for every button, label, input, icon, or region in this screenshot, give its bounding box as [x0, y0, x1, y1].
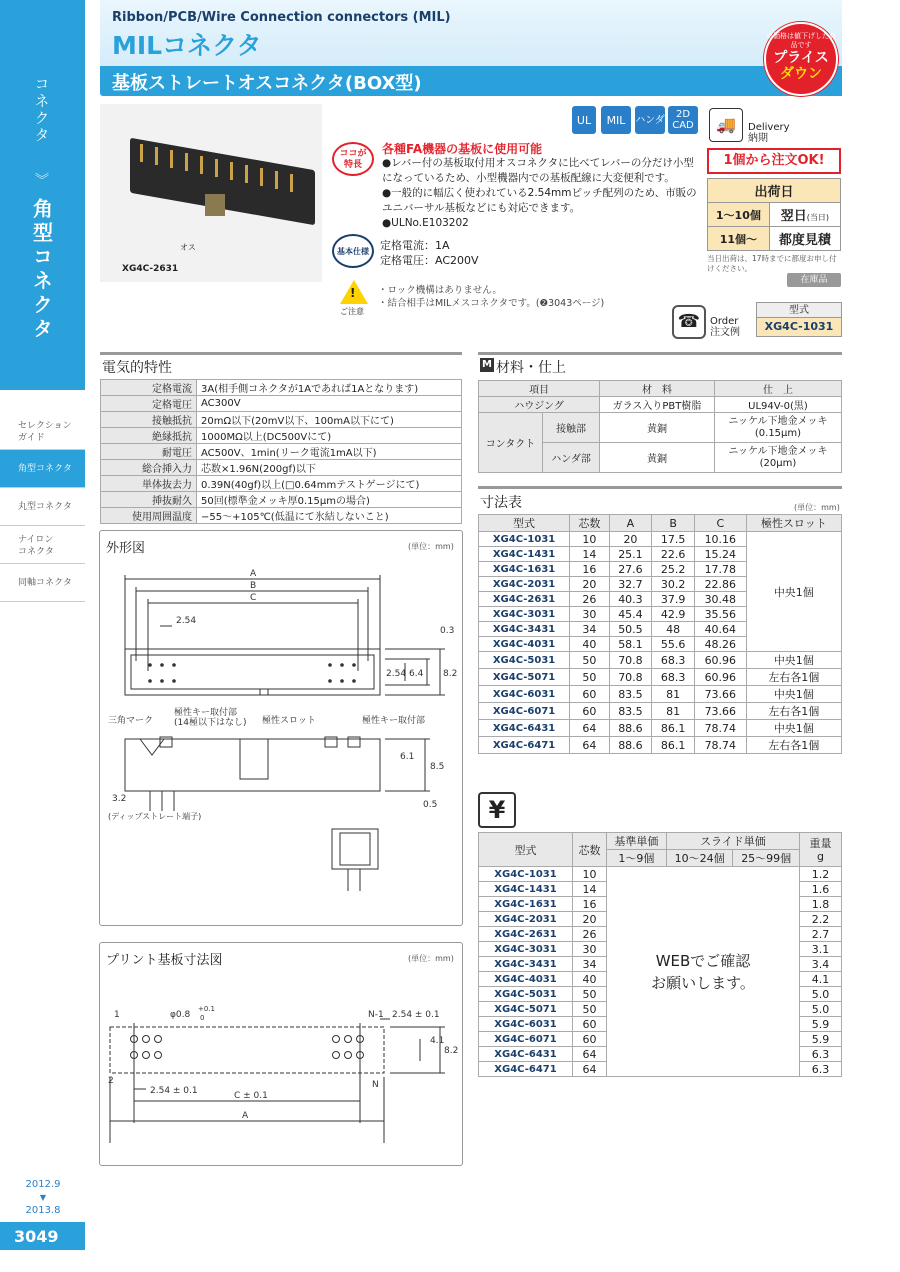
slot-label: 極性スロット — [262, 716, 316, 726]
pcb-drawing — [99, 942, 463, 1166]
dim-cell: 86.1 — [652, 737, 695, 754]
mat-finish: ニッケル下地金メッキ (20μm) — [714, 443, 841, 473]
dim-cell: 64 — [570, 737, 610, 754]
dim-cell: 14 — [570, 547, 610, 562]
sidebar-section: 角型コネクタ — [29, 198, 54, 342]
spec-tag: 基本仕様 — [332, 234, 374, 268]
price-cores: 64 — [573, 1047, 607, 1062]
page-number: 3049 — [0, 1222, 85, 1250]
page-title: MILコネクタ — [112, 31, 262, 60]
triangle-mark-label: 三角マーク — [108, 716, 154, 726]
dim-cell: 32.7 — [609, 577, 652, 592]
dim-cell: 17.5 — [652, 532, 695, 547]
price-down-badge — [764, 22, 838, 96]
dim-cell: 70.8 — [609, 652, 652, 669]
mat-finish: UL94V-0(黒) — [714, 397, 841, 413]
price-model: XG4C-3431 — [479, 957, 573, 972]
dim-cell: 58.1 — [609, 637, 652, 652]
caution-item: ・結合相手はMILメスコネクタです。(❷3043ページ) — [378, 298, 605, 309]
dim-cell: 50 — [570, 652, 610, 669]
order-example-box — [756, 302, 842, 337]
mat-material: 黄銅 — [600, 413, 715, 443]
elec-key: 定格電流 — [101, 380, 197, 396]
price-header: 10〜24個 — [666, 850, 733, 867]
dim-c-label: C — [250, 593, 257, 603]
sidebar-item-selection-guide[interactable]: セレクション ガイド — [0, 412, 85, 450]
elec-value: −55〜+105℃(低温にて氷結しないこと) — [197, 508, 462, 524]
sidebar-item-coaxial[interactable]: 同軸コネクタ — [0, 564, 85, 602]
dim-cell: 42.9 — [652, 607, 695, 622]
sidebar-category: コネクタ — [32, 76, 51, 144]
dim-model: XG4C-6031 — [479, 686, 570, 703]
price-cores: 10 — [573, 867, 607, 882]
dim-cell: 88.6 — [609, 720, 652, 737]
yen-icon: ¥ — [478, 792, 516, 828]
elec-value: AC500V、1min(リーク電流1mA以下) — [197, 444, 462, 460]
dim-cell: 48.26 — [695, 637, 747, 652]
price-model: XG4C-2031 — [479, 912, 573, 927]
elec-row — [101, 444, 462, 460]
dim-cell: 17.78 — [695, 562, 747, 577]
dim-cell: 27.6 — [609, 562, 652, 577]
dim-row — [479, 669, 842, 686]
dim-03-label: 0.3 — [440, 626, 455, 636]
ul-badge: UL — [572, 106, 596, 134]
hole-tol-plus: +0.1 — [198, 1005, 215, 1013]
dim-slot: 中央1個 — [746, 652, 841, 669]
feature-tag: ココが 特長 — [332, 142, 374, 176]
header-subtitle: Ribbon/PCB/Wire Connection connectors (MIL) — [112, 10, 451, 25]
sidebar-item-square[interactable]: 角型コネクタ — [0, 450, 85, 488]
dim-cell: 20 — [609, 532, 652, 547]
dim-82-label: 8.2 — [444, 1046, 459, 1056]
price-cores: 20 — [573, 912, 607, 927]
order-ok-banner: 1個から注文OK! — [707, 148, 841, 174]
outline-unit: (単位：mm) — [408, 542, 454, 551]
connector-pins — [100, 104, 322, 282]
dim-row — [479, 532, 842, 547]
dim-model: XG4C-2031 — [479, 577, 570, 592]
feature-item: ●レバー付の基板取付用オスコネクタに比べてレバーの分だけ小型になっているため、小型機器内での基板配線に大変便利です。 — [382, 157, 694, 184]
keymount2-label: 極性キー取付部 — [362, 716, 426, 726]
price-cores: 64 — [573, 1062, 607, 1077]
cad-badge: 2D CAD — [668, 106, 698, 134]
dim-header: 芯数 — [570, 515, 610, 532]
hole-tol-zero: 0 — [200, 1014, 205, 1022]
price-model: XG4C-1031 — [479, 867, 573, 882]
ship-qty: 11個〜 — [708, 227, 770, 251]
price-cores: 14 — [573, 882, 607, 897]
elec-row — [101, 428, 462, 444]
phone-icon: ☎ — [672, 305, 706, 339]
dim-cell: 88.6 — [609, 737, 652, 754]
keymount-note: (14極以下はなし) — [174, 718, 247, 728]
price-model: XG4C-5031 — [479, 987, 573, 1002]
dim-cell: 40.3 — [609, 592, 652, 607]
elec-value: 1000MΩ以上(DC500Vにて) — [197, 428, 462, 444]
sidebar-nav — [0, 412, 85, 602]
warning-exclamation: ! — [350, 286, 356, 300]
price-weight: 5.9 — [800, 1017, 842, 1032]
dim-row — [479, 737, 842, 754]
dim-slot: 左右各1個 — [746, 703, 841, 720]
hole-label: φ0.8 — [170, 1010, 191, 1020]
mat-header: 材 料 — [600, 381, 715, 397]
dim-header: 極性スロット — [746, 515, 841, 532]
price-weight: 5.0 — [800, 1002, 842, 1017]
dim-cell: 81 — [652, 703, 695, 720]
dim-cell: 81 — [652, 686, 695, 703]
dim-82-label: 8.2 — [443, 669, 458, 679]
dim-cell: 30.2 — [652, 577, 695, 592]
dim-cell: 78.74 — [695, 737, 747, 754]
ship-note: 当日出荷は、17時までに都度お申し付けください。 — [707, 254, 837, 273]
material-icon: M — [480, 358, 494, 372]
dim-cell: 25.1 — [609, 547, 652, 562]
dim-slot: 中央1個 — [746, 720, 841, 737]
dim-model: XG4C-6471 — [479, 737, 570, 754]
dim-cell: 83.5 — [609, 686, 652, 703]
dim-cell: 60.96 — [695, 652, 747, 669]
price-weight: 5.9 — [800, 1032, 842, 1047]
dim-cell: 45.4 — [609, 607, 652, 622]
dim-cell: 20 — [570, 577, 610, 592]
dim-05-label: 0.5 — [423, 800, 438, 810]
price-weight: 4.1 — [800, 972, 842, 987]
ship-header: 出荷日 — [708, 179, 841, 203]
triangle-down-icon: ▼ — [39, 1193, 47, 1202]
mat-subitem: 接触部 — [543, 413, 600, 443]
dimension-table — [478, 514, 842, 754]
pin-n-label: N — [372, 1080, 379, 1090]
material-table — [478, 380, 842, 473]
dim-41-label: 4.1 — [430, 1036, 445, 1046]
dim-row — [479, 652, 842, 669]
dim-cell: 10 — [570, 532, 610, 547]
dim-model: XG4C-3031 — [479, 607, 570, 622]
price-header: 芯数 — [573, 833, 607, 867]
dim-254-label: 2.54 — [386, 669, 407, 679]
dim-cell: 60.96 — [695, 669, 747, 686]
price-cores: 40 — [573, 972, 607, 987]
dim-85-label: 8.5 — [430, 762, 445, 772]
pcb-title: プリント基板寸法図 — [106, 953, 223, 968]
date-from: 2012.9 — [25, 1179, 61, 1190]
price-cores: 50 — [573, 1002, 607, 1017]
price-table — [478, 832, 842, 1077]
terminal-label: (ディップストレート端子) — [108, 812, 202, 821]
elec-key: 単体抜去力 — [101, 476, 197, 492]
elec-key: 使用周囲温度 — [101, 508, 197, 524]
dim-c-label: C ± 0.1 — [234, 1091, 268, 1101]
dim-cell: 26 — [570, 592, 610, 607]
dim-cell: 16 — [570, 562, 610, 577]
dim-slot: 左右各1個 — [746, 669, 841, 686]
dim-slot: 中央1個 — [746, 686, 841, 703]
dim-cell: 40 — [570, 637, 610, 652]
dim-cell: 50.5 — [609, 622, 652, 637]
elec-row — [101, 476, 462, 492]
badge-line2: ダウン — [780, 66, 822, 82]
dim-a-label: A — [250, 569, 257, 579]
order-example-label: Order 注文例 — [710, 316, 740, 338]
dim-model: XG4C-1031 — [479, 532, 570, 547]
dim-cell: 30.48 — [695, 592, 747, 607]
dim-header: C — [695, 515, 747, 532]
dim-header: A — [609, 515, 652, 532]
header — [100, 0, 842, 68]
price-row — [479, 867, 842, 882]
divider — [100, 352, 462, 355]
caution-list — [378, 284, 604, 310]
product-title: 基板ストレートオスコネクタ(BOX型) — [112, 73, 422, 94]
dim-cell: 22.6 — [652, 547, 695, 562]
elec-row — [101, 412, 462, 428]
elec-key: 耐電圧 — [101, 444, 197, 460]
shipping-table — [707, 178, 841, 251]
feature-list — [382, 156, 702, 231]
dim-b-label: B — [250, 581, 257, 591]
dim-cell: 34 — [570, 622, 610, 637]
elec-key: 絶縁抵抗 — [101, 428, 197, 444]
price-model: XG4C-6471 — [479, 1062, 573, 1077]
price-model: XG4C-1631 — [479, 897, 573, 912]
stock-badge: 在庫品 — [787, 273, 841, 287]
price-header: 25〜99個 — [733, 850, 800, 867]
ship-day: 都度見積 — [769, 227, 840, 251]
elec-key: 定格電圧 — [101, 396, 197, 412]
elec-value: 0.39N(40gf)以上(□0.64mmテストゲージにて) — [197, 476, 462, 492]
dim-cell: 40.64 — [695, 622, 747, 637]
dim-cell: 73.66 — [695, 686, 747, 703]
dim-slot: 中央1個 — [746, 532, 841, 652]
dim-a-label: A — [242, 1111, 249, 1121]
elec-row — [101, 380, 462, 396]
dim-cell: 37.9 — [652, 592, 695, 607]
mat-material: ガラス入りPBT樹脂 — [600, 397, 715, 413]
dim-cell: 78.74 — [695, 720, 747, 737]
dim-cell: 35.56 — [695, 607, 747, 622]
date-to: 2013.8 — [25, 1205, 61, 1216]
price-weight: 3.1 — [800, 942, 842, 957]
material-title: 材料・仕上 — [496, 360, 566, 376]
elec-row — [101, 508, 462, 524]
elec-value: 50回(標準金メッキ厚0.15μmの場合) — [197, 492, 462, 508]
price-model: XG4C-3031 — [479, 942, 573, 957]
outline-drawing — [99, 530, 463, 926]
outline-title: 外形図 — [106, 541, 146, 556]
feature-item: ●ULNo.E103202 — [382, 217, 469, 229]
dimension-unit: (単位：mm) — [794, 503, 840, 512]
price-model: XG4C-6431 — [479, 1047, 573, 1062]
dim-61-label: 6.1 — [400, 752, 415, 762]
price-header-weight: 重量 g — [800, 833, 842, 867]
price-model: XG4C-6031 — [479, 1017, 573, 1032]
mat-material: 黄銅 — [600, 443, 715, 473]
dim-header: 型式 — [479, 515, 570, 532]
price-weight: 2.2 — [800, 912, 842, 927]
mat-item: コンタクト — [479, 413, 543, 473]
price-weight: 3.4 — [800, 957, 842, 972]
price-weight: 1.8 — [800, 897, 842, 912]
dimension-title: 寸法表 — [480, 495, 522, 511]
dim-cell: 86.1 — [652, 720, 695, 737]
price-weight: 6.3 — [800, 1062, 842, 1077]
elec-key: 接触抵抗 — [101, 412, 197, 428]
dim-cell: 70.8 — [609, 669, 652, 686]
dim-cell: 15.24 — [695, 547, 747, 562]
dim-cell: 60 — [570, 703, 610, 720]
product-model-label: XG4C-2631 — [122, 264, 179, 274]
elec-key: 挿抜耐久 — [101, 492, 197, 508]
dim-model: XG4C-5071 — [479, 669, 570, 686]
price-header: 基準単価 — [607, 833, 667, 850]
dim-model: XG4C-5031 — [479, 652, 570, 669]
dim-row — [479, 686, 842, 703]
dim-cell: 73.66 — [695, 703, 747, 720]
pitch-label-top: 2.54 ± 0.1 — [392, 1010, 440, 1020]
spec-current: 定格電流：1A — [380, 239, 450, 252]
dim-cell: 50 — [570, 669, 610, 686]
price-header: 型式 — [479, 833, 573, 867]
sidebar-item-round[interactable]: 丸型コネクタ — [0, 488, 85, 526]
electrical-title: 電気的特性 — [102, 360, 172, 376]
feature-item: ●一般的に幅広く使われている2.54mmピッチ配列のため、市販のユニバーサル基板などにも対応できます。 — [382, 187, 697, 214]
pcb-svg — [100, 943, 462, 1165]
dim-64-label: 6.4 — [409, 669, 424, 679]
dim-row — [479, 703, 842, 720]
feature-title: 各種FA機器の基板に使用可能 — [382, 142, 543, 156]
elec-row — [101, 492, 462, 508]
mat-finish: ニッケル下地金メッキ (0.15μm) — [714, 413, 841, 443]
dim-cell: 48 — [652, 622, 695, 637]
dim-model: XG4C-4031 — [479, 637, 570, 652]
keymount-label: 極性キー取付部 — [174, 708, 238, 718]
dim-cell: 30 — [570, 607, 610, 622]
dim-model: XG4C-1431 — [479, 547, 570, 562]
dim-32-label: 3.2 — [112, 794, 127, 804]
caution-label: ご注意 — [340, 307, 364, 316]
elec-value: 芯数×1.96N(200gf)以下 — [197, 460, 462, 476]
divider — [478, 486, 842, 489]
price-cores: 60 — [573, 1032, 607, 1047]
price-cores: 30 — [573, 942, 607, 957]
dim-row — [479, 720, 842, 737]
dim-cell: 22.86 — [695, 577, 747, 592]
outline-svg — [100, 531, 462, 925]
price-model: XG4C-4031 — [479, 972, 573, 987]
delivery-label: Delivery 納期 — [748, 122, 790, 144]
mat-item: ハウジング — [479, 397, 600, 413]
price-cores: 50 — [573, 987, 607, 1002]
badge-note: の価格は値下げした商品です — [766, 32, 836, 49]
elec-value: 20mΩ以下(20mV以下、100mA以下にて) — [197, 412, 462, 428]
elec-value: AC300V — [197, 396, 462, 412]
chevron-down-icon: ︾ — [35, 173, 49, 189]
dim-cell: 68.3 — [652, 652, 695, 669]
solder-badge: ハンダ — [635, 106, 665, 134]
price-cores: 16 — [573, 897, 607, 912]
dim-model: XG4C-6071 — [479, 703, 570, 720]
dim-model: XG4C-2631 — [479, 592, 570, 607]
basic-specs — [380, 238, 479, 268]
truck-icon: 🚚 — [709, 108, 743, 142]
ship-day: 翌日(当日) — [769, 203, 840, 227]
spec-voltage: 定格電圧：AC200V — [380, 254, 479, 267]
elec-row — [101, 396, 462, 412]
price-weight: 1.2 — [800, 867, 842, 882]
elec-value: 3A(相手側コネクタが1Aであれば1Aとなります) — [197, 380, 462, 396]
mil-badge: MIL — [601, 106, 631, 134]
price-weight: 5.0 — [800, 987, 842, 1002]
price-weight: 2.7 — [800, 927, 842, 942]
price-model: XG4C-1431 — [479, 882, 573, 897]
pin2-label: 2 — [108, 1076, 114, 1086]
dim-pitch-label: 2.54 — [176, 616, 197, 626]
price-cores: 34 — [573, 957, 607, 972]
validity-dates — [16, 1178, 70, 1217]
mat-header: 項目 — [479, 381, 600, 397]
dim-model: XG4C-6431 — [479, 720, 570, 737]
price-weight: 1.6 — [800, 882, 842, 897]
male-label: オス — [180, 243, 196, 252]
product-title-bar — [100, 66, 842, 96]
mat-header: 仕 上 — [714, 381, 841, 397]
dim-header: B — [652, 515, 695, 532]
price-model: XG4C-2631 — [479, 927, 573, 942]
price-model: XG4C-5071 — [479, 1002, 573, 1017]
dim-cell: 83.5 — [609, 703, 652, 720]
dim-slot: 左右各1個 — [746, 737, 841, 754]
pitch-label: 2.54 ± 0.1 — [150, 1086, 198, 1096]
badge-line1: プライス — [773, 50, 829, 66]
caution-item: ・ロック機構はありません。 — [378, 285, 502, 296]
dim-model: XG4C-3431 — [479, 622, 570, 637]
model-value: XG4C-1031 — [757, 318, 841, 336]
price-header: 1〜9個 — [607, 850, 667, 867]
dim-cell: 60 — [570, 686, 610, 703]
dim-cell: 55.6 — [652, 637, 695, 652]
price-web-note: WEBでご確認 お願いします。 — [607, 867, 800, 1077]
mat-subitem: ハンダ部 — [543, 443, 600, 473]
dim-cell: 10.16 — [695, 532, 747, 547]
ship-qty: 1〜10個 — [708, 203, 770, 227]
dim-cell: 64 — [570, 720, 610, 737]
product-photo — [100, 104, 322, 282]
price-cores: 26 — [573, 927, 607, 942]
price-header: スライド単価 — [666, 833, 799, 850]
pin1-label: 1 — [114, 1010, 120, 1020]
price-cores: 60 — [573, 1017, 607, 1032]
elec-row — [101, 460, 462, 476]
price-model: XG4C-6071 — [479, 1032, 573, 1047]
pin-n1-label: N-1 — [368, 1010, 384, 1020]
price-weight: 6.3 — [800, 1047, 842, 1062]
model-header: 型式 — [757, 303, 841, 318]
pcb-unit: (単位：mm) — [408, 954, 454, 963]
dim-cell: 68.3 — [652, 669, 695, 686]
sidebar-item-nylon[interactable]: ナイロン コネクタ — [0, 526, 85, 564]
dim-model: XG4C-1631 — [479, 562, 570, 577]
dim-cell: 25.2 — [652, 562, 695, 577]
divider — [478, 352, 842, 355]
elec-key: 総合挿入力 — [101, 460, 197, 476]
electrical-table — [100, 379, 462, 524]
